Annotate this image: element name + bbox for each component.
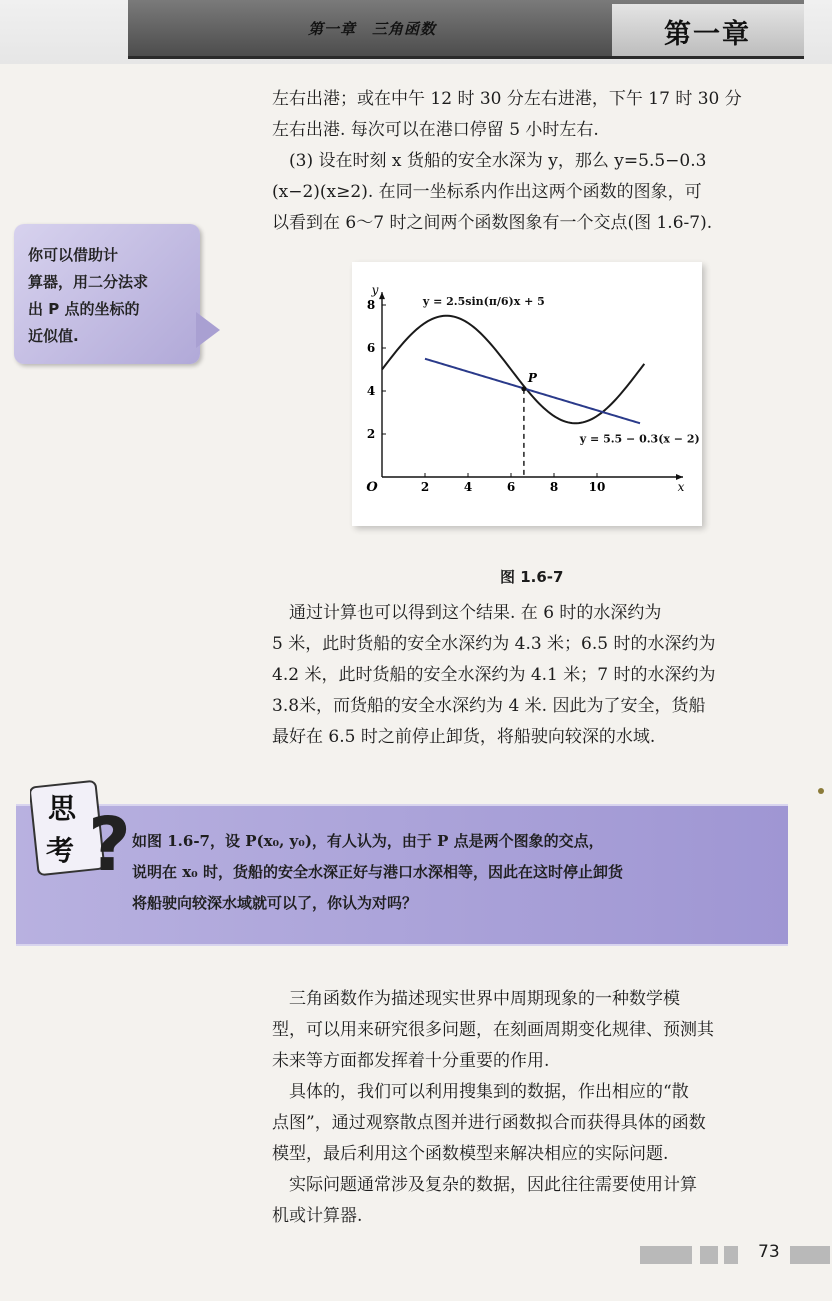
text-line: 三角函数作为描述现实世界中周期现象的一种数学模 <box>272 989 680 1009</box>
margin-note-line: 算器，用二分法求 <box>28 273 149 291</box>
margin-note-text <box>28 242 188 350</box>
footer-bar <box>724 1246 738 1264</box>
text-line: 通过计算也可以得到这个结果. 在 6 时的水深约为 <box>272 603 662 623</box>
text-line: 左右出港；或在中午 12 时 30 分左右进港，下午 17 时 30 分 <box>272 89 742 109</box>
text-line: (x−2)(x≥2). 在同一坐标系内作出这两个函数的图象，可 <box>272 182 702 202</box>
section-title: 第一章 三角函数 <box>308 20 437 38</box>
y-axis-arrow-icon <box>379 292 385 299</box>
y-tick-label: 8 <box>366 298 376 312</box>
y-tick-label: 6 <box>366 341 376 355</box>
think-line: 如图 1.6-7，设 P(x₀, y₀)，有人认为，由于 P 点是两个图象的交点， <box>132 832 604 850</box>
margin-note <box>14 224 200 364</box>
question-mark-icon: ? <box>88 802 131 882</box>
x-tick-label: 6 <box>506 480 516 494</box>
text-line: 实际问题通常涉及复杂的数据，因此往往需要使用计算 <box>272 1175 697 1195</box>
x-axis-label: x <box>677 480 685 494</box>
intersection-point <box>521 386 526 391</box>
point-label: P <box>527 370 537 385</box>
text-line: 最好在 6.5 时之前停止卸货，将船驶向较深的水域. <box>272 727 656 747</box>
series-label: y = 5.5 − 0.3(x − 2) <box>579 432 700 446</box>
text-line: 左右出港. 每次可以在港口停留 5 小时左右. <box>272 120 599 140</box>
margin-note-line: 近似值. <box>28 327 79 345</box>
series-label: y = 2.5sin(π/6)x + 5 <box>422 295 545 308</box>
series-line <box>382 316 644 423</box>
labels-layer <box>366 283 699 495</box>
text-line: 3.8米，而货船的安全水深约为 4 米. 因此为了安全，货船 <box>272 696 706 716</box>
think-text <box>132 826 774 919</box>
y-axis-label: y <box>371 283 379 298</box>
y-tick-label: 4 <box>366 384 376 398</box>
think-line: 说明在 x₀ 时，货船的安全水深正好与港口水深相等，因此在这时停止卸货 <box>132 863 623 881</box>
text-line: 具体的，我们可以利用搜集到的数据，作出相应的“散 <box>272 1082 689 1102</box>
speck <box>818 788 824 794</box>
text-line: 4.2 米，此时货船的安全水深约为 4.1 米；7 时的水深约为 <box>272 665 716 685</box>
x-tick-label: 4 <box>463 480 473 494</box>
think-line: 将船驶向较深水域就可以了，你认为对吗？ <box>132 894 418 912</box>
origin-label: O <box>366 480 378 495</box>
margin-note-line: 你可以借助计 <box>28 246 119 264</box>
badge-top-char: 思 <box>48 792 77 825</box>
text-line: 5 米，此时货船的安全水深约为 4.3 米；6.5 时的水深约为 <box>272 634 716 654</box>
x-tick-label: 8 <box>549 480 559 494</box>
x-tick-label: 2 <box>420 480 430 494</box>
intro-paragraph <box>272 84 812 239</box>
explanation-paragraph <box>272 598 812 753</box>
x-tick-label: 10 <box>588 480 606 494</box>
axes <box>379 292 683 480</box>
page-footer <box>640 1240 832 1270</box>
text-line: 机或计算器. <box>272 1206 363 1226</box>
badge-bottom-char: 考 <box>46 834 75 867</box>
footer-bar <box>700 1246 718 1264</box>
y-tick-label: 2 <box>366 427 376 441</box>
text-line: 未来等方面都发挥着十分重要的作用. <box>272 1051 550 1071</box>
footer-bar <box>640 1246 692 1264</box>
text-line: 模型，最后利用这个函数模型来解决相应的实际问题. <box>272 1144 669 1164</box>
arrow-right-icon <box>196 312 220 348</box>
summary-paragraph <box>272 984 812 1232</box>
series-line <box>425 359 640 424</box>
page-header <box>0 0 832 64</box>
function-graph <box>352 262 702 526</box>
figure-caption: 图 1.6-7 <box>500 568 564 586</box>
figure <box>352 262 702 526</box>
text-line: (3) 设在时刻 x 货船的安全水深为 y，那么 y=5.5−0.3 <box>272 151 707 171</box>
text-line: 以看到在 6～7 时之间两个函数图象有一个交点(图 1.6-7). <box>272 213 713 233</box>
margin-note-line: 出 P 点的坐标的 <box>28 300 140 318</box>
chapter-label: 第一章 <box>664 19 751 50</box>
footer-bar <box>790 1246 830 1264</box>
text-line: 点图”，通过观察散点图并进行函数拟合而获得具体的函数 <box>272 1113 706 1133</box>
think-badge-icon <box>30 774 134 882</box>
series-layer <box>382 316 644 477</box>
text-line: 型，可以用来研究很多问题，在刻画周期变化规律、预测其 <box>272 1020 714 1040</box>
page-number: 73 <box>758 1242 780 1262</box>
